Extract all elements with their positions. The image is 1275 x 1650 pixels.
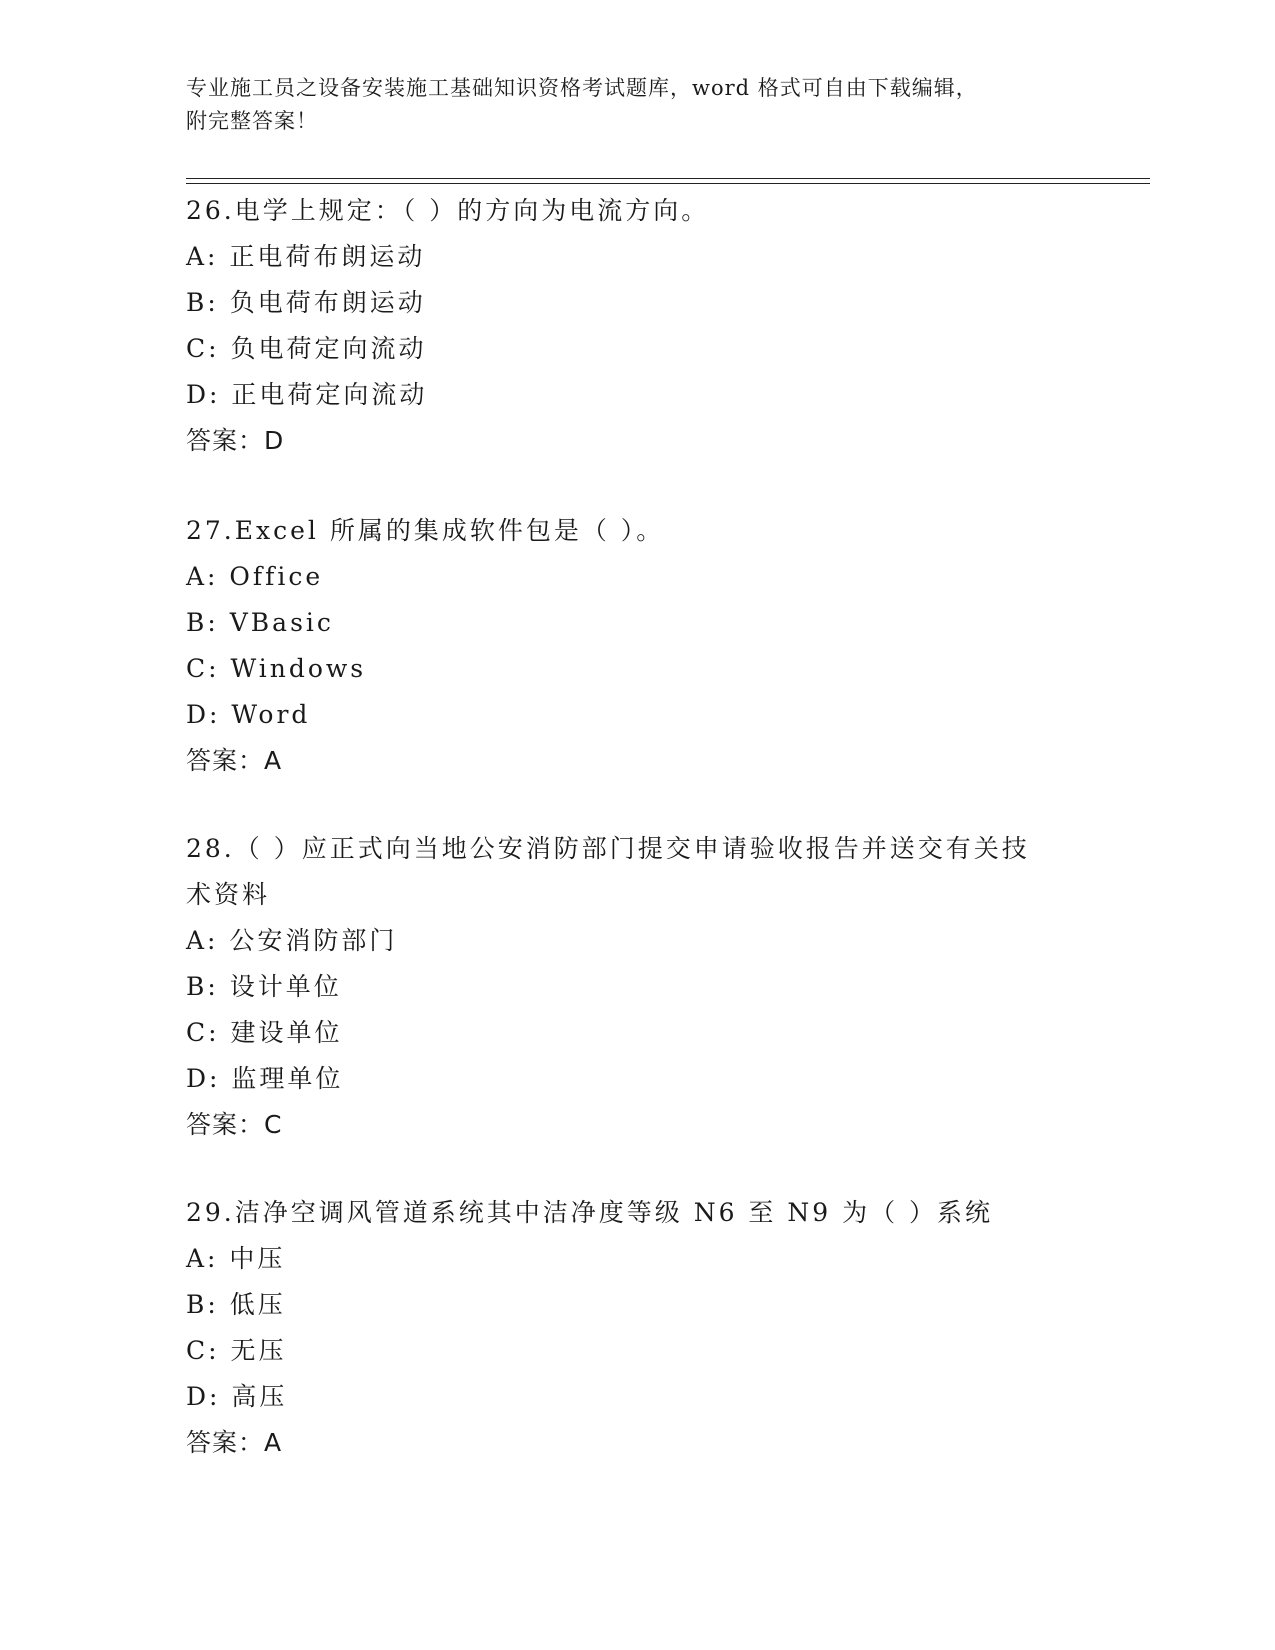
option-d: D: 正电荷定向流动 (186, 380, 428, 409)
document-header (186, 72, 1066, 138)
option-c: C: Windows (186, 654, 367, 683)
question-26 (186, 188, 1086, 464)
option-a: A: 中压 (186, 1244, 286, 1273)
header-line-1: 专业施工员之设备安装施工基础知识资格考试题库，word 格式可自由下载编辑， (186, 76, 978, 100)
question-27 (186, 508, 1086, 784)
option-a: A: 公安消防部门 (186, 926, 398, 955)
answer: 答案：A (186, 1428, 283, 1457)
question-stem-line-1: 28.（ ）应正式向当地公安消防部门提交申请验收报告并送交有关技 (186, 834, 1030, 863)
answer: 答案：A (186, 746, 283, 775)
question-29 (186, 1190, 1086, 1466)
question-stem: 26.电学上规定：（ ）的方向为电流方向。 (186, 196, 710, 225)
question-stem-line-2: 术资料 (186, 880, 271, 909)
header-divider-top (186, 178, 1150, 179)
header-divider-bottom (186, 183, 1150, 184)
option-b: B: 低压 (186, 1290, 286, 1319)
option-b: B: VBasic (186, 608, 334, 637)
question-28 (186, 826, 1086, 1148)
question-stem: 29.洁净空调风管道系统其中洁净度等级 N6 至 N9 为（ ）系统 (186, 1198, 994, 1227)
option-d: D: Word (186, 700, 311, 729)
header-line-2: 附完整答案！ (186, 109, 318, 133)
option-a: A: 正电荷布朗运动 (186, 242, 426, 271)
question-stem: 27.Excel 所属的集成软件包是（ ）。 (186, 516, 665, 545)
option-a: A: Office (186, 562, 324, 591)
answer: 答案：C (186, 1110, 283, 1139)
option-d: D: 监理单位 (186, 1064, 344, 1093)
answer: 答案：D (186, 426, 285, 455)
option-c: C: 负电荷定向流动 (186, 334, 427, 363)
option-c: C: 无压 (186, 1336, 287, 1365)
option-d: D: 高压 (186, 1382, 288, 1411)
option-c: C: 建设单位 (186, 1018, 343, 1047)
option-b: B: 设计单位 (186, 972, 342, 1001)
option-b: B: 负电荷布朗运动 (186, 288, 426, 317)
